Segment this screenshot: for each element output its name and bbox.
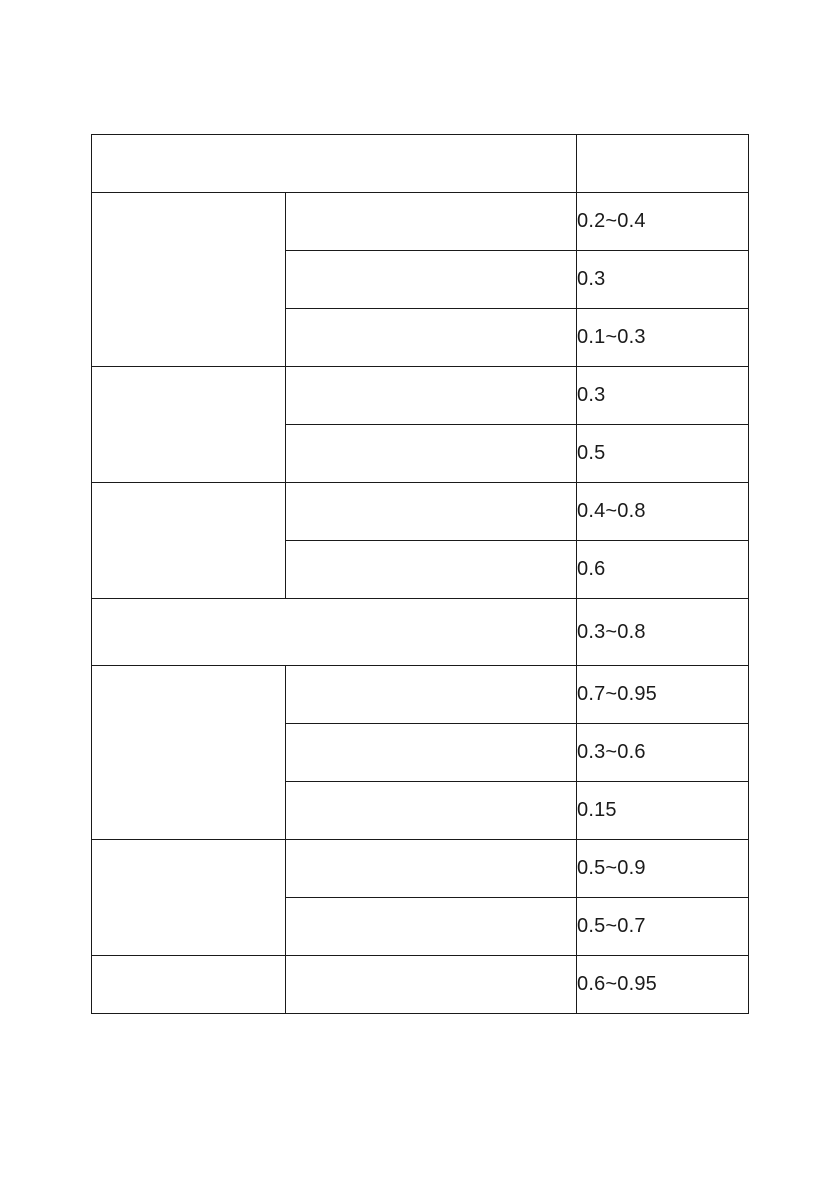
coefficient-table <box>91 134 749 1014</box>
value-cell: 0.3 <box>577 367 749 425</box>
sub-item-cell <box>286 483 577 541</box>
value-cell: 0.3~0.8 <box>577 599 749 666</box>
value-cell: 0.15 <box>577 782 749 840</box>
sub-item-cell <box>286 367 577 425</box>
sub-item-cell <box>286 251 577 309</box>
group-cell-6 <box>92 956 286 1014</box>
sub-item-cell <box>286 309 577 367</box>
table-row <box>92 599 749 666</box>
group-cell-3 <box>92 483 286 599</box>
value-cell: 0.5 <box>577 425 749 483</box>
sub-item-cell <box>286 898 577 956</box>
sub-item-cell <box>286 840 577 898</box>
group-cell-1 <box>92 193 286 367</box>
header-cell-value <box>577 135 749 193</box>
value-cell: 0.1~0.3 <box>577 309 749 367</box>
value-cell: 0.7~0.95 <box>577 666 749 724</box>
table-row <box>92 483 749 541</box>
sub-item-cell <box>286 193 577 251</box>
sub-item-cell <box>286 724 577 782</box>
table-header-row <box>92 135 749 193</box>
sub-item-cell <box>286 666 577 724</box>
sub-item-cell <box>286 782 577 840</box>
header-cell-description <box>92 135 577 193</box>
value-cell: 0.4~0.8 <box>577 483 749 541</box>
sub-item-cell <box>286 541 577 599</box>
value-cell: 0.6~0.95 <box>577 956 749 1014</box>
table-row <box>92 193 749 251</box>
table-row <box>92 367 749 425</box>
group-cell-5 <box>92 840 286 956</box>
sub-item-cell <box>286 425 577 483</box>
group-cell-2 <box>92 367 286 483</box>
group-cell-4 <box>92 666 286 840</box>
value-cell: 0.2~0.4 <box>577 193 749 251</box>
value-cell: 0.5~0.7 <box>577 898 749 956</box>
value-cell: 0.5~0.9 <box>577 840 749 898</box>
value-cell: 0.6 <box>577 541 749 599</box>
table-row <box>92 666 749 724</box>
value-cell: 0.3 <box>577 251 749 309</box>
table-row <box>92 840 749 898</box>
value-cell: 0.3~0.6 <box>577 724 749 782</box>
sub-item-cell <box>286 956 577 1014</box>
table-row <box>92 956 749 1014</box>
merged-item-cell <box>92 599 577 666</box>
